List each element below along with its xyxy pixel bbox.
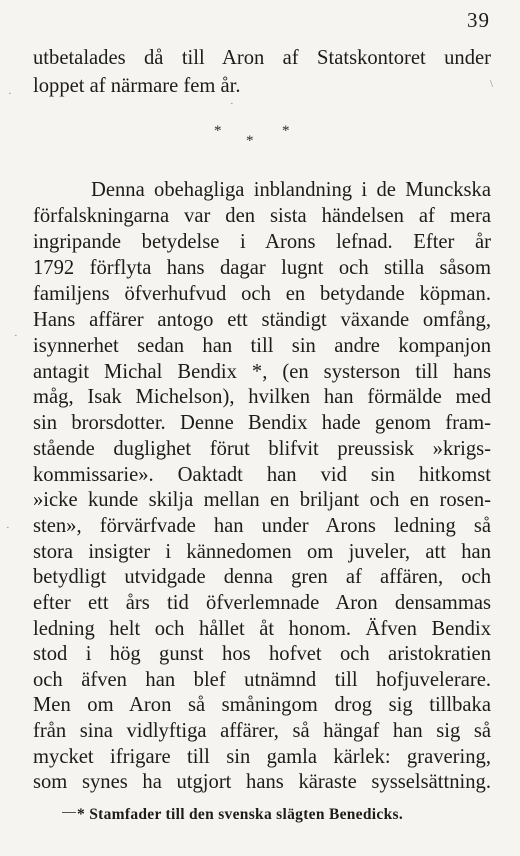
text-line: kommissarie». Oaktadt han vid sin hitkomst: [33, 464, 491, 486]
scan-speck: ·: [14, 330, 18, 342]
footnote-rule: [62, 812, 76, 813]
text-line: »icke kunde skilja mellan en briljant och en rosen-: [33, 489, 491, 511]
scan-speck: ·: [8, 88, 12, 100]
text-line: Hans affärer antogo ett ständigt växande omfång,: [33, 309, 491, 331]
text-line: stående duglighet förut blifvit preussisk »krigs-: [33, 438, 491, 460]
page-number: 39: [467, 8, 490, 32]
text-line: från sina vidlyftiga affärer, så hängaf han sig så: [33, 720, 491, 742]
text-line: och äfven han blef utnämnd till hofjuvelerare.: [33, 669, 491, 691]
text-line: förfalskningarna var den sista händelsen af mera: [33, 205, 491, 227]
text-line: sten», förvärfvade han under Arons ledning så: [33, 515, 491, 537]
text-line: sin brorsdotter. Denne Bendix hade genom fram-: [33, 412, 491, 434]
text-line: betydligt utvidgade denna gren af affären, och: [33, 566, 491, 588]
footnote: * Stamfader till den svenska slägten Benedicks.: [77, 806, 403, 823]
section-separator: [200, 123, 310, 147]
scan-speck: ·: [6, 522, 10, 534]
text-line: som synes ha utgjort hans käraste sysselsättning.: [33, 771, 491, 793]
text-line: ledning helt och hållet åt honom. Äfven Bendix: [33, 618, 491, 640]
text-line: utbetalades då till Aron af Statskontoret under: [33, 47, 491, 69]
separator-asterisk: *: [214, 123, 222, 139]
text-line: Denna obehagliga inblandning i de Munckska: [91, 179, 491, 201]
text-line: ingripande betydelse i Arons lefnad. Efter år: [33, 231, 491, 253]
text-line: måg, Isak Michelson), hvilken han förmälde med: [33, 386, 491, 408]
text-line: loppet af närmare fem år.: [33, 75, 241, 97]
separator-asterisk: *: [246, 133, 254, 149]
separator-asterisk: *: [282, 123, 290, 139]
text-line: familjens öfverhufvud och en betydande köpman.: [33, 283, 491, 305]
text-line: 1792 förflyta hans dagar lugnt och stilla såsom: [33, 257, 491, 279]
text-line: isynnerhet sedan han till sin andre kompanjon: [33, 335, 491, 357]
text-line: mycket ifrigare till sin gamla kärlek: gravering,: [33, 746, 491, 768]
text-line: Men om Aron så småningom drog sig tillbaka: [33, 694, 491, 716]
scan-speck: ·: [230, 98, 234, 110]
text-line: antagit Michal Bendix *, (en systerson till hans: [33, 361, 491, 383]
text-line: stora insigter i kännedomen om juveler, att han: [33, 541, 491, 563]
text-line: efter ett års tid öfverlemnade Aron densammas: [33, 592, 491, 614]
text-line: stod i hög gunst hos hofvet och aristokratien: [33, 643, 491, 665]
scan-speck: \: [490, 78, 494, 90]
